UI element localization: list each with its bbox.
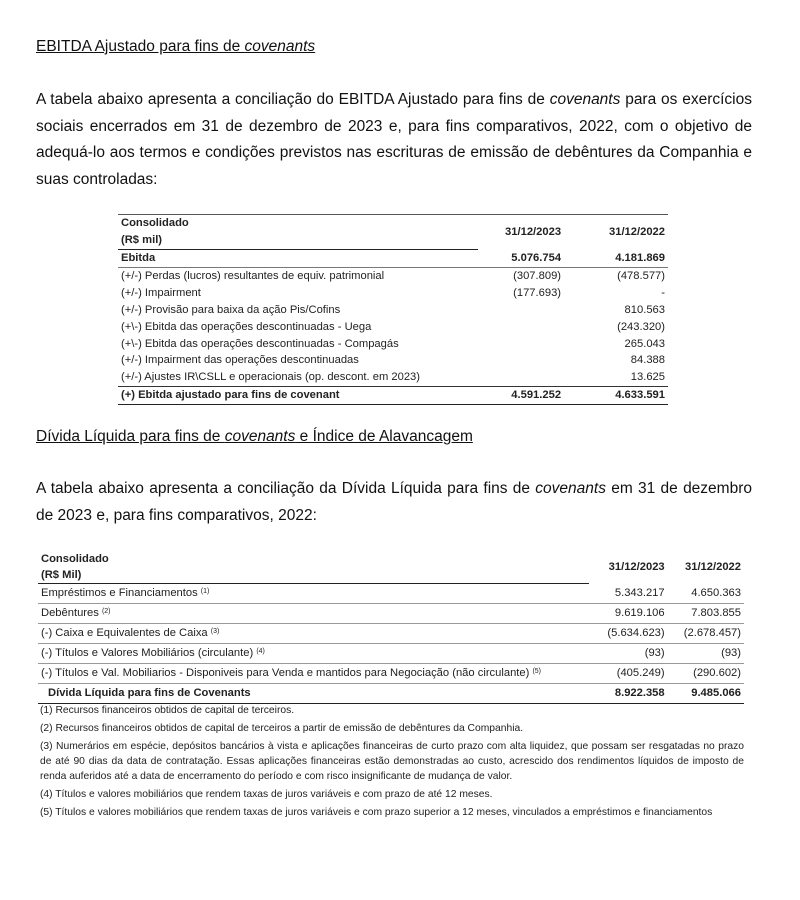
table-row bbox=[118, 302, 668, 319]
header-consolidado: Consolidado bbox=[41, 553, 109, 565]
row-value-2023: 8.922.358 bbox=[589, 684, 669, 704]
row-label: (+/-) Provisão para baixa da ação Pis/Cofins bbox=[121, 303, 341, 316]
row-value-2023 bbox=[478, 369, 564, 386]
row-value-2022: - bbox=[661, 286, 665, 299]
row-value-2022: (290.602) bbox=[669, 664, 744, 684]
row-value-2022: 7.803.855 bbox=[669, 604, 744, 624]
row-value-2022: 4.633.591 bbox=[564, 387, 668, 405]
table-header-row bbox=[118, 215, 668, 233]
row-label: (-) Caixa e Equivalentes de Caixa $^{(3)}$ bbox=[38, 624, 589, 644]
row-label: (+\-) Ebitda das operações descontinuadas - Uega bbox=[121, 320, 372, 333]
row-value-2023: (177.693) bbox=[513, 286, 562, 299]
header-consolidado: Consolidado bbox=[118, 215, 478, 233]
row-value-2023: 5.076.754 bbox=[478, 250, 564, 268]
row-label: (+) Ebitda ajustado para fins de covenant bbox=[118, 387, 478, 405]
header-col-2023: 31/12/2023 bbox=[478, 215, 564, 250]
footnote-ref: (4) bbox=[256, 648, 265, 655]
footnote: (3) Numerários em espécie, depósitos bancários à vista e aplicações financeiras de curto prazo com alta liquidez, que possam ser resgatadas no prazo de até 90 dias da data de contratação. Essas aplicações financeiras estão demonstradas ao custo, acrescido dos rendimentos líquidos de imposto de renda auferidos até a data de encerramento do período e com risco insignificante de mudança de valor. bbox=[40, 741, 744, 782]
table-row bbox=[118, 285, 668, 302]
footnote: (5) Títulos e valores mobiliários que rendem taxas de juros variáveis e com prazo superior a 12 meses, vinculados a empréstimos e financiamentos bbox=[40, 807, 713, 818]
table-total-row bbox=[118, 387, 668, 405]
table-row bbox=[118, 319, 668, 336]
row-label: (+/-) Ajustes IR\CSLL e operacionais (op. descont. em 2023) bbox=[121, 371, 421, 384]
section-title-divida: Dívida Líquida para fins de covenants e Índice de Alavancagem bbox=[36, 428, 473, 445]
table-header-row bbox=[38, 551, 744, 567]
table-row bbox=[118, 352, 668, 369]
row-value-2022: 265.043 bbox=[624, 337, 665, 350]
table-row bbox=[38, 604, 744, 624]
row-value-2023 bbox=[478, 336, 564, 353]
row-value-2022: (2.678.457) bbox=[669, 624, 744, 644]
table-row bbox=[38, 664, 744, 684]
row-value-2023 bbox=[478, 319, 564, 336]
row-label: Ebitda bbox=[118, 250, 478, 268]
row-label: (+/-) Impairment bbox=[121, 286, 201, 299]
header-col-2023: 31/12/2023 bbox=[608, 561, 665, 574]
row-value-2022: (243.320) bbox=[617, 320, 665, 333]
row-value-2022: 4.650.363 bbox=[669, 584, 744, 604]
header-unit: (R$ mil) bbox=[118, 232, 478, 250]
row-value-2023: (5.634.623) bbox=[589, 624, 669, 644]
row-label: (+/-) Perdas (lucros) resultantes de equiv. patrimonial bbox=[121, 269, 385, 282]
paragraph-ebitda: A tabela abaixo apresenta a conciliação do EBITDA Ajustado para fins de covenants para os exercícios sociais encerrados em 31 de dezembro de 2023 e, para fins comparativos, 2022, com o objetivo de adequá-lo aos termos e condições previstos nas escrituras de emissão de debêntures da Companhia e suas controladas: bbox=[36, 91, 753, 188]
ebitda-table bbox=[118, 214, 668, 405]
table-total-row bbox=[38, 684, 744, 704]
table-row bbox=[38, 584, 744, 604]
row-value-2023: (405.249) bbox=[589, 664, 669, 684]
table-row bbox=[38, 644, 744, 664]
row-value-2023: (93) bbox=[589, 644, 669, 664]
footnote: (2) Recursos financeiros obtidos de capital de terceiros a partir de emissão de debêntures da Companhia. bbox=[40, 723, 524, 734]
row-value-2023: 9.619.106 bbox=[589, 604, 669, 624]
row-label: (+/-) Impairment das operações descontinuadas bbox=[121, 354, 359, 367]
footnote-ref: (2) bbox=[101, 608, 111, 615]
table-row bbox=[38, 624, 744, 644]
table-row bbox=[118, 336, 668, 353]
row-value-2023 bbox=[478, 302, 564, 319]
row-value-2022: 4.181.869 bbox=[564, 250, 668, 268]
row-value-2022: (93) bbox=[669, 644, 744, 664]
table-row bbox=[118, 250, 668, 268]
row-value-2022: 84.388 bbox=[630, 354, 665, 367]
row-value-2023: (307.809) bbox=[513, 269, 562, 282]
footnote: (4) Títulos e valores mobiliários que rendem taxas de juros variáveis e com prazo de até 12 meses. bbox=[40, 789, 493, 800]
row-value-2022: 9.485.066 bbox=[669, 684, 744, 704]
table-row bbox=[118, 369, 668, 386]
footnote-ref: (3) bbox=[210, 628, 220, 635]
row-label: Empréstimos e Financiamentos $^{(1)}$ bbox=[38, 584, 589, 604]
row-value-2022: 810.563 bbox=[624, 303, 665, 316]
row-value-2022: (478.577) bbox=[617, 269, 665, 282]
footnote-ref: (1) bbox=[200, 588, 210, 595]
section-title-ebitda: EBITDA Ajustado para fins de covenants bbox=[36, 38, 316, 55]
table-row bbox=[118, 267, 668, 284]
row-label: Debêntures $^{(2)}$ bbox=[38, 604, 589, 624]
row-label: (-) Títulos e Valores Mobiliários (circulante) $^{(4)}$ bbox=[38, 644, 589, 664]
row-value-2023: 4.591.252 bbox=[478, 387, 564, 405]
divida-table bbox=[38, 551, 744, 704]
row-value-2022: 13.625 bbox=[630, 371, 665, 384]
row-value-2023: 5.343.217 bbox=[589, 584, 669, 604]
row-label: Dívida Líquida para fins de Covenants bbox=[38, 684, 589, 704]
footnotes bbox=[40, 703, 744, 823]
row-value-2023 bbox=[478, 352, 564, 369]
paragraph-divida: A tabela abaixo apresenta a conciliação da Dívida Líquida para fins de covenants em 31 de dezembro de 2023 e, para fins comparativos, 2022: bbox=[36, 480, 752, 524]
row-label: (-) Títulos e Val. Mobiliarios - Disponiveis para Venda e mantidos para Negociação (não circulante) $^{(5)}$ bbox=[38, 664, 589, 684]
header-unit: (R$ Mil) bbox=[38, 567, 589, 584]
footnote-ref: (5) bbox=[532, 668, 542, 675]
row-label: (+\-) Ebitda das operações descontinuadas - Compagás bbox=[121, 337, 399, 350]
footnote: (1) Recursos financeiros obtidos de capital de terceiros. bbox=[40, 705, 295, 716]
header-col-2022: 31/12/2022 bbox=[685, 561, 741, 574]
header-col-2022: 31/12/2022 bbox=[564, 215, 668, 250]
